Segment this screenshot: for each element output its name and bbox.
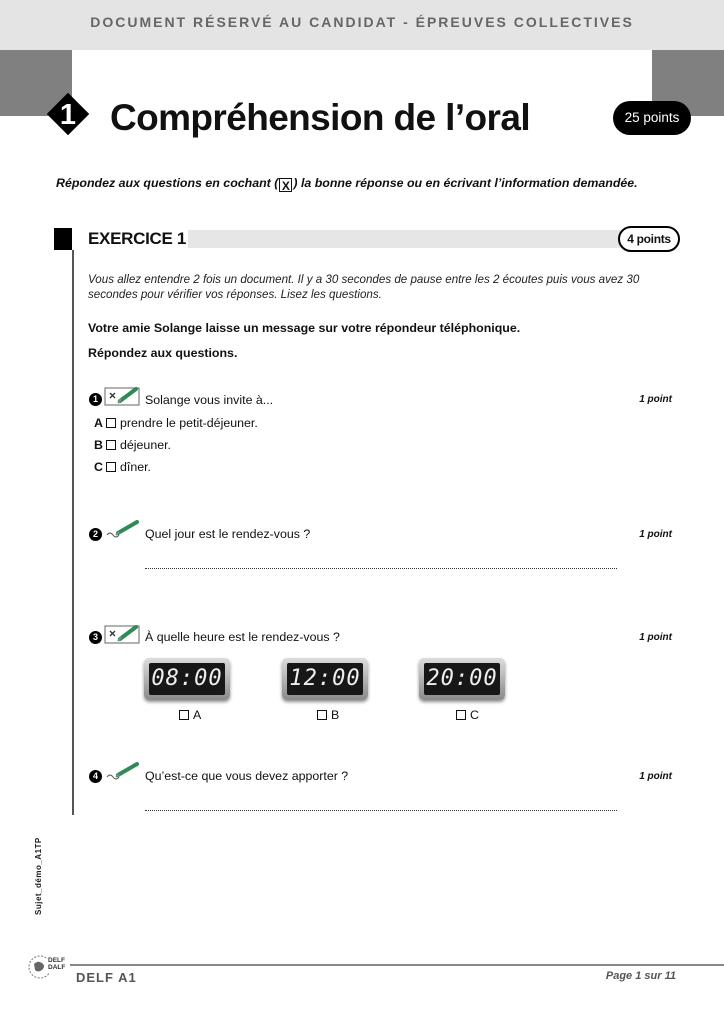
question-points: 1 point (639, 394, 672, 405)
checkbox[interactable] (106, 462, 116, 472)
clock-time: 20:00 (424, 663, 500, 695)
option-label: dîner. (120, 460, 152, 474)
clock-time: 08:00 (149, 663, 225, 695)
checkbox-x-icon: X (279, 178, 292, 192)
option-letter: A (94, 416, 103, 430)
exercise-title: EXERCICE 1 (88, 229, 187, 248)
instruction (56, 174, 696, 192)
question-text: À quelle heure est le rendez-vous ? (145, 630, 340, 644)
answer-line[interactable] (145, 810, 617, 811)
instruction-before: Répondez aux questions en cochant ( (56, 176, 279, 190)
option-letter: A (193, 708, 202, 722)
option-label: prendre le petit-déjeuner. (120, 416, 258, 430)
check-pencil-icon (104, 623, 142, 645)
option-letter: B (331, 708, 340, 722)
question-text: Quel jour est le rendez-vous ? (145, 527, 311, 541)
header-banner: DOCUMENT RÉSERVÉ AU CANDIDAT - ÉPREUVES COLLECTIVES (90, 14, 634, 30)
instruction-after: ) la bonne réponse ou en écrivant l’information demandée. (293, 176, 638, 190)
pencil-write-icon (104, 760, 142, 782)
question-text: Qu’est-ce que vous devez apporter ? (145, 769, 349, 783)
logo-text: DELF DALF (48, 957, 66, 971)
checkbox[interactable] (456, 710, 466, 720)
checkbox[interactable] (106, 440, 116, 450)
option-letter: C (94, 460, 103, 474)
clock-option[interactable] (456, 707, 479, 723)
section-number: 1 (59, 99, 77, 131)
question-number: 4 (89, 770, 102, 783)
checkbox[interactable] (317, 710, 327, 720)
exercise-rule (72, 250, 74, 815)
checkbox[interactable] (106, 418, 116, 428)
exercise-points-badge: 4 points (618, 226, 680, 252)
exercise-prompt: Répondez aux questions. (88, 346, 238, 360)
digital-clock (144, 658, 230, 700)
page-number: Page 1 sur 11 (605, 970, 676, 982)
exercise-bar (188, 230, 630, 248)
pencil-write-icon (104, 518, 142, 540)
question-points: 1 point (639, 529, 672, 540)
exercise-intro: Vous allez entendre 2 fois un document. Il y a 30 secondes de pause entre les 2 écoutes puis vous avez 30 secondes pour vérifier vos réponses. Lisez les questions. (88, 273, 640, 301)
clock-option[interactable] (179, 707, 201, 723)
digital-clock (419, 658, 505, 700)
answer-line[interactable] (145, 568, 617, 569)
option-letter: B (94, 438, 103, 452)
question-points: 1 point (639, 632, 672, 643)
section-points-badge: 25 points (613, 101, 691, 135)
answer-option[interactable] (94, 415, 258, 431)
exercise-context: Votre amie Solange laisse un message sur votre répondeur téléphonique. (88, 321, 521, 335)
footer-exam-name: DELF A1 (76, 970, 137, 985)
footer-rule (70, 964, 724, 966)
check-pencil-icon (104, 385, 142, 407)
clock-time: 12:00 (287, 663, 363, 695)
digital-clock (282, 658, 368, 700)
question-text: Solange vous invite à... (145, 393, 274, 407)
option-label: déjeuner. (120, 438, 171, 452)
answer-option[interactable] (94, 459, 151, 475)
side-label: Sujet_démo_A1TP (34, 837, 43, 915)
clock-option[interactable] (317, 707, 339, 723)
question-points: 1 point (639, 771, 672, 782)
question-number: 1 (89, 393, 102, 406)
option-letter: C (470, 708, 479, 722)
checkbox[interactable] (179, 710, 189, 720)
answer-option[interactable] (94, 437, 171, 453)
question-number: 3 (89, 631, 102, 644)
exercise-marker (54, 228, 72, 250)
page-title: Compréhension de l’oral (110, 97, 530, 138)
question-number: 2 (89, 528, 102, 541)
